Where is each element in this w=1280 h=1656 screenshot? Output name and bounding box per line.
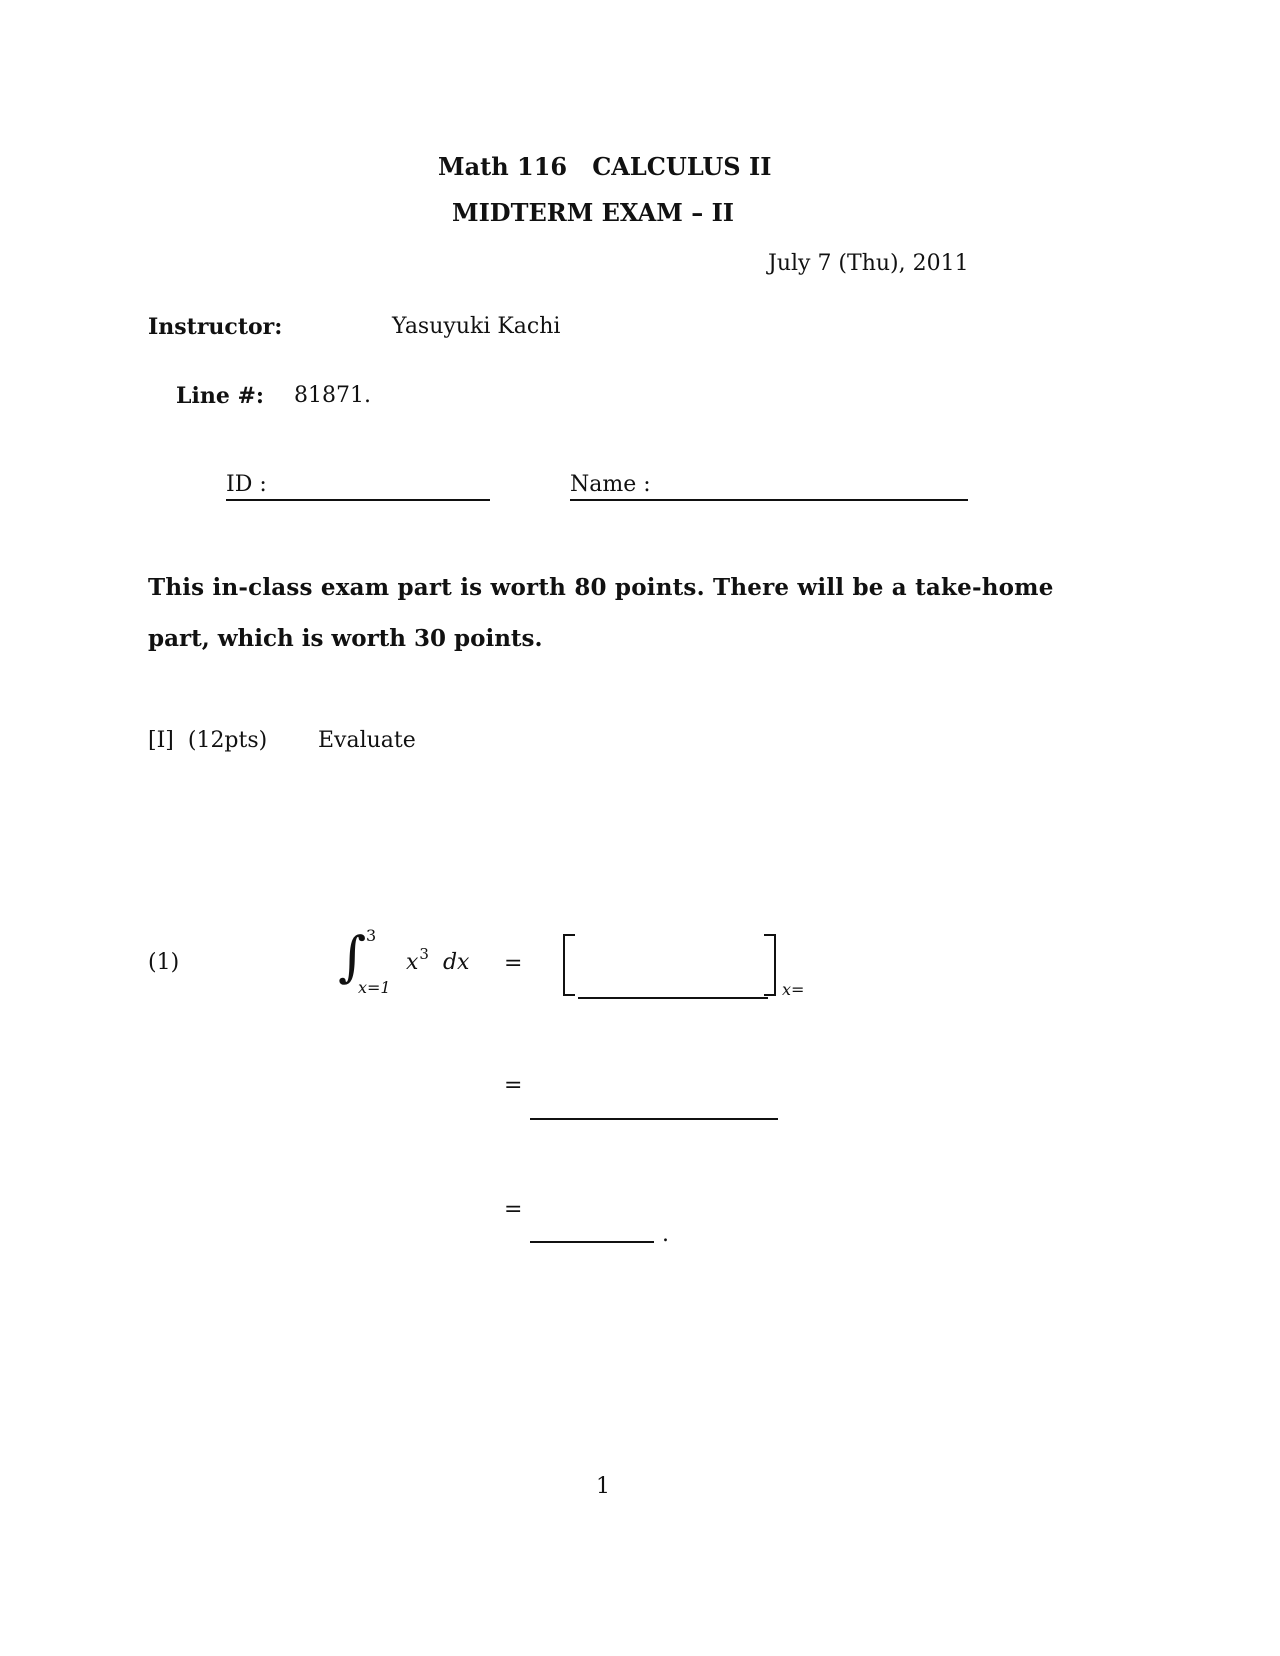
integral-lower-limit: x=1 xyxy=(358,978,391,997)
instructor-name: Yasuyuki Kachi xyxy=(392,314,561,339)
equals-sign-1: = xyxy=(504,951,523,976)
line-number: 81871. xyxy=(294,383,371,408)
integrand-variable: x xyxy=(406,950,419,975)
right-bracket xyxy=(764,934,776,996)
instructions-line-2: part, which is worth 30 points. xyxy=(148,625,543,652)
name-field-label: Name : xyxy=(570,472,651,497)
integral-sign: ∫ xyxy=(338,925,367,988)
problem-heading xyxy=(148,728,267,753)
final-period: . xyxy=(662,1222,669,1247)
exam-date: July 7 (Thu), 2011 xyxy=(768,251,969,276)
integrand-exponent: 3 xyxy=(419,945,429,963)
problem-points: (12pts) xyxy=(187,728,268,753)
subproblem-number: (1) xyxy=(148,950,180,975)
equals-sign-2: = xyxy=(504,1073,523,1098)
page-number: 1 xyxy=(596,1474,610,1499)
name-field-line[interactable] xyxy=(570,499,968,501)
course-number: Math 116 xyxy=(438,152,568,181)
antiderivative-answer-line[interactable] xyxy=(578,997,768,999)
final-answer-line[interactable] xyxy=(530,1241,654,1243)
equals-sign-3: = xyxy=(504,1197,523,1222)
instructions-line-1: This in-class exam part is worth 80 points. There will be a take-home xyxy=(148,574,1054,601)
instructor-label: Instructor: xyxy=(148,314,283,340)
integral-upper-limit: 3 xyxy=(366,926,377,945)
id-field-line[interactable] xyxy=(226,499,490,501)
integrand xyxy=(406,945,470,975)
integrand-differential: dx xyxy=(442,950,470,975)
problem-number: [I] xyxy=(148,728,174,753)
evaluation-subscript: x= xyxy=(782,980,805,999)
course-title: CALCULUS II xyxy=(592,152,772,181)
left-bracket xyxy=(563,934,575,996)
problem-prompt: Evaluate xyxy=(318,728,416,753)
substitution-answer-line[interactable] xyxy=(530,1118,778,1120)
line-label: Line #: xyxy=(176,383,265,409)
exam-title: MIDTERM EXAM – II xyxy=(452,198,735,227)
course-heading xyxy=(438,152,771,181)
id-field-label: ID : xyxy=(226,472,267,497)
